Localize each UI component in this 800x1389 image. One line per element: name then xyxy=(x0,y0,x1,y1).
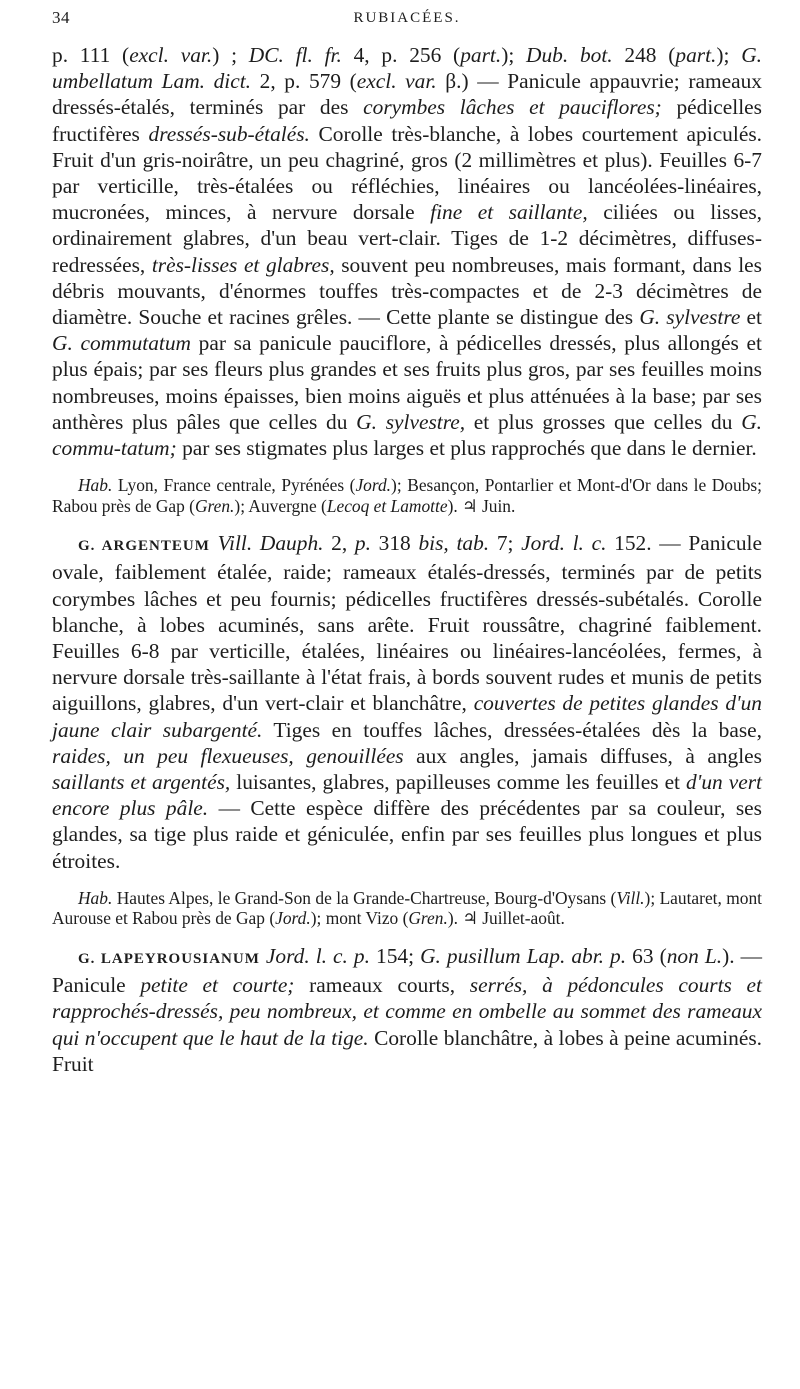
galium-description-paragraph: p. 111 (excl. var.) ; DC. fl. fr. 4, p. 256 (part.); Dub. bot. 248 (part.); G. umbellatum Lam. dict. 2, p. 579 (excl. var. β.) — Panicule appauvrie; rameaux dressés-étalés, terminés par des corymbes lâches et pauciflores; pédicelles fructifères dressés-sub-étalés. Corolle très-blanche, à lobes courtement apiculés. Fruit d'un gris-noirâtre, un peu chagriné, gros (2 millimètres et plus). Feuilles 6-7 par verticille, très-étalées ou réfléchies, linéaires ou lancéolées-linéaires, mucronées, minces, à nervure dorsale fine et saillante, ciliées ou lisses, ordinairement glabres, d'un beau vert-clair. Tiges de 1-2 décimètres, diffuses-redressées, très-lisses et glabres, souvent peu nombreuses, mais formant, dans les débris mouvants, d'énormes touffes très-compactes et de 2-3 décimètres de diamètre. Souche et racines grêles. — Cette plante se distingue des G. sylvestre et G. commutatum par sa panicule pauciflore, à pédicelles dressés, plus allongés et plus épais; par ses fleurs plus grandes et ses fruits plus gros, par ses feuilles moins nombreuses, moins épaisses, bien moins aiguës et plus atténuées à la base; par ses anthères plus pâles que celles du G. sylvestre, et plus grosses que celles du G. commu-tatum; par ses stigmates plus larges et plus rapprochés que dans le dernier. xyxy=(52,43,763,461)
species-name: G. LAPEYROUSIANUM xyxy=(78,950,260,967)
habitat-note: Hab. Hautes Alpes, le Grand-Son de la Grande-Chartreuse, Bourg-d'Oysans (Vill.); Lautaret, mont Aurouse et Rabou près de Gap (Jord.); mont Vizo (Gren.). ♃ Juillet-août. xyxy=(52,887,762,929)
habitat-note: Hab. Lyon, France centrale, Pyrénées (Jord.); Besançon, Pontarlier et Mont-d'Or dans le Doubs; Rabou près de Gap (Gren.); Auvergne (Lecoq et Lamotte). ♃ Juin. xyxy=(52,475,762,516)
page-header xyxy=(52,8,762,34)
page-body xyxy=(52,42,762,1077)
running-title: RUBIACÉES. xyxy=(353,10,461,26)
species-entry-argenteum: G. ARGENTEUM Vill. Dauph. 2, p. 318 bis, tab. 7; Jord. l. c. 152. — Panicule ovale, faiblement étalée, raide; rameaux étalés-dressés, terminés par de petits corymbes lâches et peu fournis; pédicelles fructifères dressés-subétalés. Corolle blanche, à lobes acuminés, sans arête. Fruit roussâtre, chagriné faiblement. Feuilles 6-8 par verticille, étalées, linéaires ou linéaires-lancéolées, fermes, à nervure dorsale très-saillante à l'état frais, à bords souvent rudes et munis de petits aiguillons, glabres, d'un vert-clair et blanchâtre, couvertes de petites glandes d'un jaune clair subargenté. Tiges en touffes lâches, dressées-étalées dès la base, raides, un peu flexueuses, genouillées aux angles, jamais diffuses, à angles saillants et argentés, luisantes, glabres, papilleuses comme les feuilles et d'un vert encore plus pâle. — Cette espèce diffère des précédentes par sa couleur, ses glandes, sa tige plus raide et géniculée, enfin par ses feuilles plus longues et plus étroites. xyxy=(52,531,763,873)
species-name: G. ARGENTEUM xyxy=(78,538,210,555)
species-entry-lapeyrousianum: G. LAPEYROUSIANUM Jord. l. c. p. 154; G. pusillum Lap. abr. p. 63 (non L.). — Panicule petite et courte; rameaux courts, serrés, à pédoncules courts et rapprochés-dressés, peu nombreux, et comme en ombelle au sommet des rameaux qui n'occupent que le haut de la tige. Corolle blanchâtre, à lobes à peine acuminés. Fruit xyxy=(52,943,762,1076)
page-number: 34 xyxy=(52,8,70,27)
